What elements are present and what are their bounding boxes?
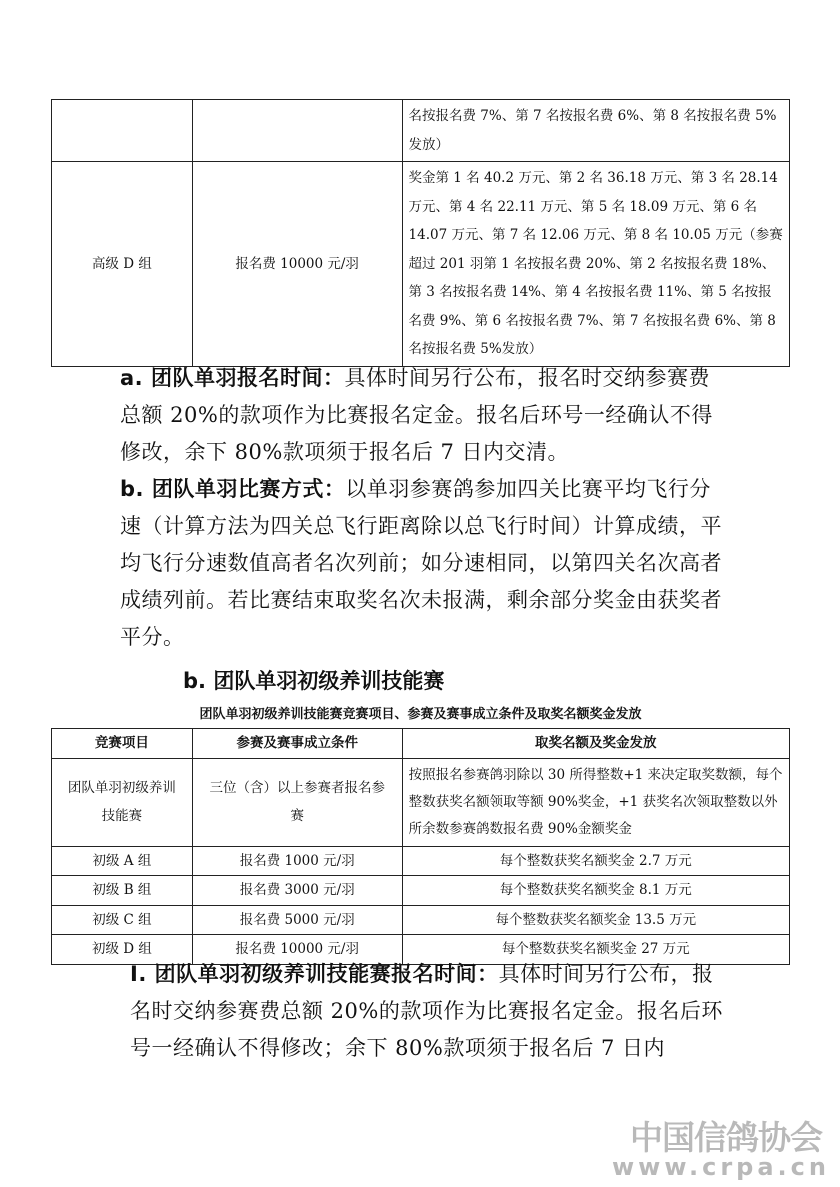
table-row — [52, 758, 790, 846]
paragraph-I-label: I. 团队单羽初级养训技能赛报名时间： — [130, 962, 499, 986]
fee-cell: 报名费 10000 元/羽 — [192, 162, 402, 367]
watermark-title: 中国信鸽协会 — [630, 1118, 822, 1157]
prize-cell: 每个整数获奖名额奖金 2.7 万元 — [402, 846, 789, 876]
table-row — [52, 905, 790, 935]
paragraph-b — [120, 471, 726, 656]
item-text: 团队单羽初级养训技能赛 — [67, 779, 176, 824]
prize-text: 奖金第 1 名 40.2 万元、第 2 名 36.18 万元、第 3 名 28.14 万元、第 4 名 22.11 万元、第 5 名 18.09 万元、第 6 名 14.07 万元、第 7 名 12.06 万元、第 8 名 10.05 万元（参赛超过 201 羽第 1 名按报名费 20%、第 2 名按报名费 18%、第 3 名按报名费 14%、第 4 名按报名费 11%、第 5 名按报名费 9%、第 6 名按报名费 7%、第 7 名按报名费 6%、第 8 名按报名费 5%发放） — [408, 170, 783, 357]
group-cell — [52, 100, 193, 162]
paragraph-a-label: a. 团队单羽报名时间： — [120, 366, 345, 390]
group-cell: 高级 D 组 — [52, 162, 193, 367]
item-cell: 初级 D 组 — [52, 935, 193, 965]
cond-cell: 报名费 3000 元/羽 — [192, 876, 402, 906]
table-caption: 团队单羽初级养训技能赛竞赛项目、参赛及赛事成立条件及取奖名额奖金发放 — [199, 707, 642, 722]
paragraph-I — [130, 956, 726, 1067]
prize-cell: 每个整数获奖名额奖金 13.5 万元 — [402, 905, 789, 935]
fee-cell — [192, 100, 402, 162]
paragraph-a-text: 具体时间另行公布，报名时交纳参赛费总额 20%的款项作为比赛报名定金。报名后环号一经确认不得修改，余下 80%款项须于报名后 7 日内交清。 — [120, 366, 713, 464]
watermark-url: www.crpa.cn — [612, 1153, 830, 1181]
table-header-row — [52, 729, 790, 759]
header-conditions: 参赛及赛事成立条件 — [192, 729, 402, 759]
prize-cell — [402, 758, 789, 846]
paragraph-b-label: b. 团队单羽比赛方式： — [120, 477, 346, 501]
header-prize: 取奖名额及奖金发放 — [402, 729, 789, 759]
paragraph-a — [120, 360, 726, 471]
prize-cell: 每个整数获奖名额奖金 8.1 万元 — [402, 876, 789, 906]
cond-cell: 报名费 1000 元/羽 — [192, 846, 402, 876]
paragraph-b-text: 以单羽参赛鸽参加四关比赛平均飞行分速（计算方法为四关总飞行距离除以总飞行时间）计算成绩，平均飞行分速数值高者名次列前；如分速相同，以第四关名次高者成绩列前。若比赛结束取奖名次未报满，剩余部分奖金由获奖者平分。 — [120, 477, 722, 649]
item-cell — [52, 758, 193, 846]
prize-cell — [402, 162, 789, 367]
prize-table-continued — [51, 99, 790, 367]
cond-cell — [192, 758, 402, 846]
item-cell: 初级 C 组 — [52, 905, 193, 935]
paragraph-I-text: 具体时间另行公布，报名时交纳参赛费总额 20%的款项作为比赛报名定金。报名后环号一经确认不得修改；余下 80%款项须于报名后 7 日内 — [130, 962, 723, 1060]
item-cell: 初级 B 组 — [52, 876, 193, 906]
prize-text: 名按报名费 7%、第 7 名按报名费 6%、第 8 名按报名费 5%发放） — [408, 108, 777, 153]
item-cell: 初级 A 组 — [52, 846, 193, 876]
header-item: 竞赛项目 — [52, 729, 193, 759]
table-row — [52, 100, 790, 162]
table-row — [52, 162, 790, 367]
section-heading: b. 团队单羽初级养训技能赛 — [183, 669, 445, 693]
table-row — [52, 846, 790, 876]
junior-prize-table — [51, 728, 790, 965]
prize-cell — [402, 100, 789, 162]
prize-cell: 每个整数获奖名额奖金 27 万元 — [402, 935, 789, 965]
cond-cell: 报名费 5000 元/羽 — [192, 905, 402, 935]
cond-cell: 报名费 10000 元/羽 — [192, 935, 402, 965]
table-row — [52, 876, 790, 906]
cond-text: 三位（含）以上参赛者报名参赛 — [209, 779, 385, 824]
prize-text: 按照报名参赛鸽羽除以 30 所得整数+1 来决定取奖数额，每个整数获奖名额领取等额 90%奖金，+1 获奖名次领取整数以外所余数参赛鸽数报名费 90%金额奖金 — [408, 766, 783, 837]
